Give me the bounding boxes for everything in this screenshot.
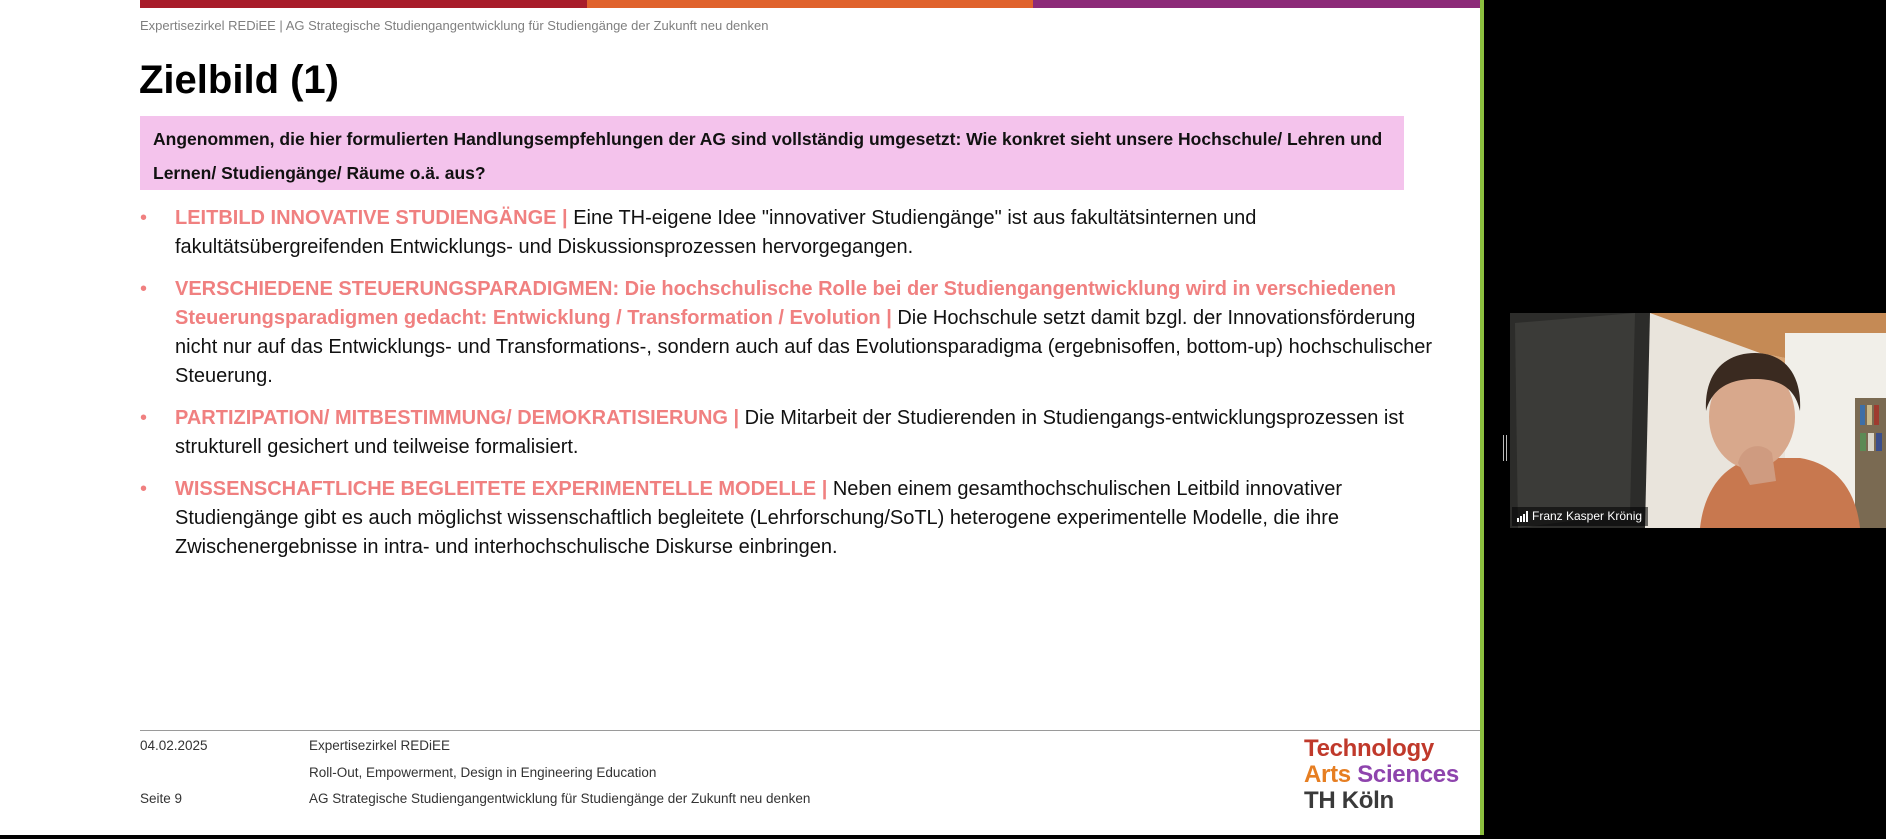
bullet-heading: PARTIZIPATION/ MITBESTIMMUNG/ DEMOKRATISIERUNG | <box>175 407 740 429</box>
bullet-marker: • <box>140 207 148 229</box>
signal-bars-icon <box>1517 511 1528 522</box>
bullet-item <box>140 275 1460 391</box>
participant-video-tile[interactable] <box>1510 313 1886 528</box>
footer-page-number: Seite 9 <box>140 791 183 806</box>
bullet-marker: • <box>140 478 148 500</box>
bullet-item <box>140 475 1460 562</box>
stripe-segment-orange <box>587 0 1034 8</box>
bullet-text: Die Hochschule setzt damit bzgl. der Innovationsförderung nicht nur auf das Entwicklungs- und Transformations-, sondern auch auf das Evolutionsparadigma (ergebnisoffen, bottom-up) hochschulischer Steuerung. <box>175 307 1432 387</box>
footer-date: 04.02.2025 <box>140 738 208 753</box>
footer-divider <box>140 730 1480 731</box>
footer-line-3: AG Strategische Studiengangentwicklung für Studiengänge der Zukunft neu denken <box>309 791 811 806</box>
bullet-text: Eine TH-eigene Idee "innovativer Studiengänge" ist aus fakultätsinternen und fakultätsübergreifenden Entwicklungs- und Diskussionsprozessen hervorgegangen. <box>175 207 1257 258</box>
logo-sciences: Sciences <box>1357 761 1459 788</box>
participant-name: Franz Kasper Krönig <box>1532 509 1643 523</box>
bullet-list <box>140 204 1460 575</box>
bullet-marker: • <box>140 407 148 429</box>
logo-technology: Technology <box>1304 735 1434 762</box>
bullet-item <box>140 204 1460 262</box>
slide-header: Expertisezirkel REDiEE | AG Strategische Studiengangentwicklung für Studiengänge der Zukunft neu denken <box>140 18 769 33</box>
participant-video-frame <box>1510 313 1886 528</box>
bullet-text: Die Mitarbeit der Studierenden in Studiengangs-entwicklungsprozessen ist strukturell gesichert und teilweise formalisiert. <box>175 407 1404 458</box>
share-divider[interactable] <box>1480 0 1484 835</box>
resize-handle[interactable] <box>1503 435 1509 461</box>
footer-line-2: Roll-Out, Empowerment, Design in Engineering Education <box>309 765 657 780</box>
participant-name-tag <box>1512 507 1648 526</box>
footer-line-1: Expertisezirkel REDiEE <box>309 738 451 753</box>
bullet-heading: LEITBILD INNOVATIVE STUDIENGÄNGE | <box>175 207 568 229</box>
stripe-segment-purple <box>1033 0 1480 8</box>
slide-title: Zielbild (1) <box>139 58 339 102</box>
bullet-heading: VERSCHIEDENE STEUERUNGSPARADIGMEN: Die hochschulische Rolle bei der Studiengangentwicklung wird in verschiedenen Steuerungsparadigmen gedacht: Entwicklung / Transformation / Evolution | <box>175 278 1396 329</box>
header-stripe <box>140 0 1480 8</box>
question-box: Angenommen, die hier formulierten Handlungsempfehlungen der AG sind vollständig umgesetzt: Wie konkret sieht unsere Hochschule/ Lehren und Lernen/ Studiengänge/ Räume o.ä. aus? <box>140 116 1404 190</box>
logo-arts: Arts <box>1304 761 1351 788</box>
th-koeln-logo <box>1304 736 1459 814</box>
bullet-marker: • <box>140 278 148 300</box>
bullet-heading: WISSENSCHAFTLICHE BEGLEITETE EXPERIMENTELLE MODELLE | <box>175 478 828 500</box>
logo-th-koeln: TH Köln <box>1304 787 1394 814</box>
stripe-segment-red <box>140 0 587 8</box>
bullet-item <box>140 404 1460 462</box>
bullet-text: Neben einem gesamthochschulischen Leitbild innovativer Studiengänge gibt es auch möglichst wissenschaftlich begleitete (Lehrforschung/SoTL) heterogene experimentelle Modelle, die ihre Zwischenergebnisse in intra- und interhochschulische Diskurse einbringen. <box>175 478 1343 558</box>
